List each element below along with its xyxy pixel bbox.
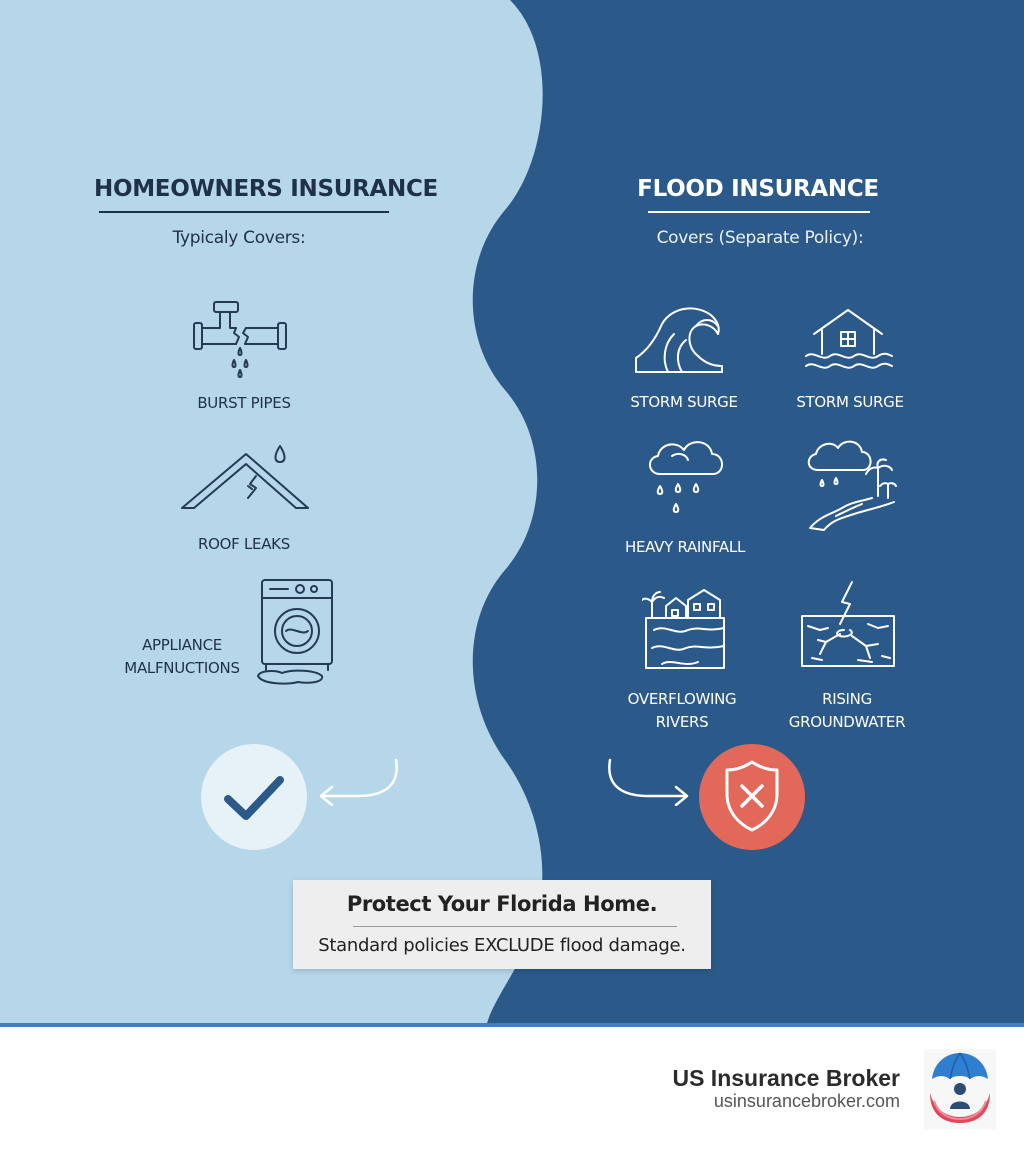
footer <box>0 1027 1024 1154</box>
brand-name[interactable]: US Insurance Broker <box>672 1065 900 1091</box>
ground-crack-icon <box>798 578 898 672</box>
banner <box>293 880 711 969</box>
roof-leak-icon <box>180 442 312 514</box>
storm-surge-label-1: STORM SURGE <box>630 393 738 411</box>
flood-subheading: Covers (Separate Policy): <box>656 228 864 248</box>
umbrella-logo-icon[interactable] <box>924 1049 996 1129</box>
roof-leaks-label: ROOF LEAKS <box>198 535 290 553</box>
groundwater-label-line2: GROUNDWATER <box>788 713 906 731</box>
overflowing-label-line1: OVERFLOWING <box>627 690 737 708</box>
rain-cloud-icon <box>642 434 728 524</box>
checkmark-icon <box>199 742 309 852</box>
storm-surge-label-2: STORM SURGE <box>796 393 904 411</box>
arrow-left-icon <box>312 756 404 806</box>
banner-subtitle: Standard policies EXCLUDE flood damage. <box>318 935 686 956</box>
banner-title: Protect Your Florida Home. <box>346 892 658 916</box>
banner-divider <box>353 926 677 927</box>
appliance-label-line1: APPLIANCE <box>142 636 222 654</box>
homeowners-subheading: Typicaly Covers: <box>172 228 306 248</box>
washing-machine-icon <box>252 576 338 688</box>
wave-icon <box>632 304 726 376</box>
burst-pipe-icon <box>190 298 294 384</box>
shield-x-icon <box>697 742 807 852</box>
flood-heading-underline <box>648 211 870 213</box>
groundwater-label-line1: RISING <box>822 690 872 708</box>
appliance-label-line2: MALFNUCTIONS <box>124 659 240 677</box>
heavy-rainfall-label: HEAVY RAINFALL <box>625 538 745 556</box>
homeowners-heading: HOMEOWNERS INSURANCE <box>94 176 438 202</box>
arrow-right-icon <box>604 756 696 806</box>
burst-pipes-label: BURST PIPES <box>197 394 291 412</box>
overflowing-river-icon <box>642 584 728 674</box>
storm-river-icon <box>802 436 898 536</box>
overflowing-label-line2: RIVERS <box>655 713 709 731</box>
flooded-house-icon <box>802 304 896 376</box>
homeowners-heading-underline <box>99 211 389 213</box>
flood-heading: FLOOD INSURANCE <box>637 176 879 202</box>
brand-url[interactable]: usinsurancebroker.com <box>713 1091 900 1111</box>
